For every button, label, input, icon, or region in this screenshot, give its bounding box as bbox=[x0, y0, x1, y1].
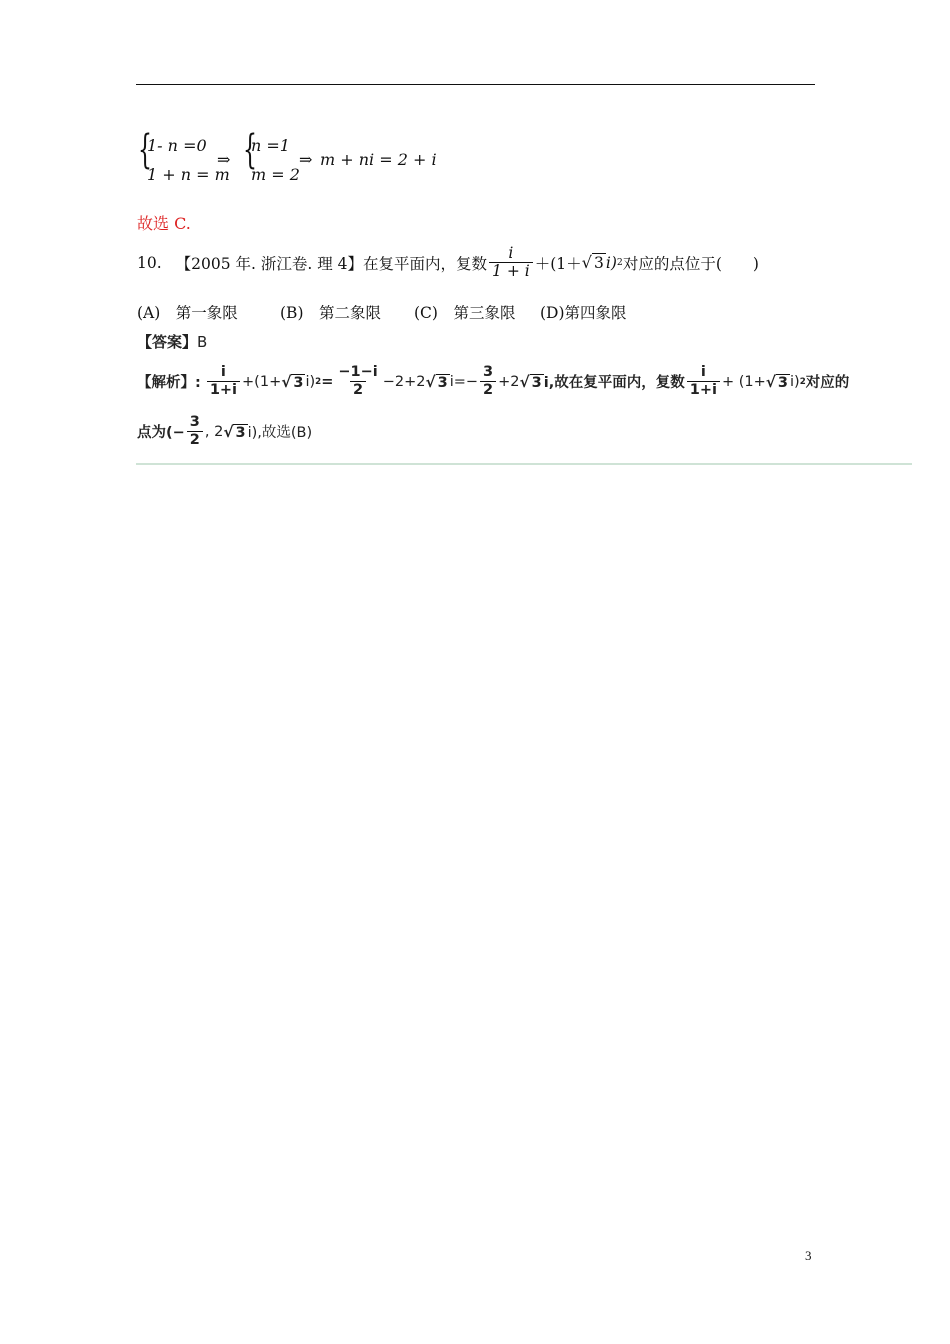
analysis-text: i) bbox=[305, 373, 316, 390]
analysis-text: + (1+ bbox=[721, 373, 766, 390]
answer-line bbox=[137, 331, 207, 352]
analysis-sqrt-3: √ 3 bbox=[519, 372, 542, 391]
system-2-line-1: n =1 bbox=[251, 136, 290, 155]
denominator: 2 bbox=[350, 381, 366, 399]
analysis-sqrt-2: √ 3 bbox=[425, 372, 448, 391]
analysis-fraction-5 bbox=[187, 414, 203, 449]
sqrt-argument: 3 bbox=[777, 374, 789, 391]
analysis-divider bbox=[136, 463, 912, 465]
denominator: 2 bbox=[187, 431, 203, 449]
equals-sign: = bbox=[321, 373, 334, 390]
denominator: 1+i bbox=[687, 381, 720, 399]
sqrt-argument: 3 bbox=[437, 374, 448, 391]
left-brace-2: { bbox=[243, 127, 257, 173]
system-1-line-1: 1- n =0 bbox=[147, 136, 207, 155]
option-c: (C) 第三象限 bbox=[414, 304, 516, 322]
page-number: 3 bbox=[805, 1248, 812, 1263]
analysis-text: i,故在复平面内，复数 bbox=[543, 375, 685, 391]
system-result: m + ni = 2 + i bbox=[320, 150, 437, 169]
numerator: −1−i bbox=[338, 364, 378, 380]
analysis-line-2 bbox=[137, 414, 312, 449]
analysis-text: i=− bbox=[449, 373, 479, 390]
numerator: i bbox=[700, 364, 706, 380]
analysis-text: 点为(− bbox=[137, 425, 185, 441]
analysis-label: 【解析】: bbox=[137, 375, 201, 391]
sqrt-argument: 3 bbox=[293, 374, 304, 391]
analysis-fraction-2 bbox=[335, 364, 380, 399]
analysis-text: +(1+ bbox=[242, 373, 282, 390]
option-a: (A) 第一象限 bbox=[137, 304, 238, 322]
question-source: 【2005 年. 浙江卷. 理 4】 bbox=[175, 254, 364, 273]
answer-value: B bbox=[197, 333, 208, 351]
question-fraction bbox=[489, 245, 533, 280]
analysis-sqrt-4: √ 3 bbox=[765, 372, 789, 391]
analysis-text: , 2 bbox=[204, 423, 224, 440]
analysis-text: −2+2 bbox=[382, 373, 426, 390]
analysis-text: +2 bbox=[498, 373, 520, 390]
sqrt-argument: 3 bbox=[594, 254, 604, 272]
conclusion-text: 故选 C. bbox=[137, 214, 191, 233]
analysis-text: i) bbox=[790, 373, 800, 390]
analysis-text: i),故选(B) bbox=[247, 425, 313, 441]
option-b: (B) 第二象限 bbox=[280, 304, 381, 322]
question-text-after: 对应的点位于( ) bbox=[622, 254, 759, 273]
implies-arrow-2: ⇒ bbox=[299, 150, 313, 169]
analysis-fraction-4 bbox=[687, 364, 720, 399]
fraction-numerator: i bbox=[508, 244, 514, 262]
header-rule bbox=[136, 84, 815, 85]
analysis-text: 对应的 bbox=[805, 375, 850, 391]
question-plus: ＋(1＋ bbox=[534, 254, 582, 273]
sqrt-argument: 3 bbox=[531, 374, 542, 391]
left-brace-1: { bbox=[138, 127, 152, 173]
analysis-sqrt-5: √ 3 bbox=[223, 422, 246, 441]
question-after-sqrt: i) bbox=[605, 253, 617, 272]
analysis-fraction-3 bbox=[480, 364, 496, 399]
numerator: 3 bbox=[483, 364, 494, 380]
denominator: 2 bbox=[480, 381, 496, 399]
analysis-sqrt-1: √ 3 bbox=[281, 372, 304, 391]
numerator: 3 bbox=[189, 414, 200, 430]
question-sqrt bbox=[582, 253, 606, 272]
analysis-line-1: 【解析】: $\frac{i}{1+i}$ +(1+ √ 3 i) 2 = $\frac{-1-i}{2}$ −2+2 √ 3 i=− $\frac{3}{2}$ +2 √ 3 i,故在复平面内，复数 $\frac{i}{1+i}$ + (1+ √ 3 i) 2 对应的 bbox=[137, 364, 850, 398]
system-2-line-2: m = 2 bbox=[251, 165, 300, 184]
question-text-before: 在复平面内，复数 bbox=[363, 254, 488, 273]
answer-label: 【答案】 bbox=[137, 333, 198, 351]
system-1-line-2: 1 + n = m bbox=[147, 165, 230, 184]
implies-arrow-1: ⇒ bbox=[217, 150, 231, 169]
question-10: 10. 【2005 年. 浙江卷. 理 4】 在复平面内，复数 $\frac{i}{1 + i}$ ＋(1＋ √ 3 i) 2 对应的点位于( ) bbox=[137, 244, 759, 280]
radical-sign: √ bbox=[581, 253, 593, 272]
sqrt-argument: 3 bbox=[235, 424, 246, 441]
option-d: (D)第四象限 bbox=[540, 304, 627, 322]
analysis-fraction-1 bbox=[207, 364, 240, 399]
numerator: i bbox=[220, 364, 226, 380]
question-number: 10. bbox=[137, 253, 162, 272]
denominator: 1+i bbox=[207, 381, 240, 399]
fraction-denominator: 1 + i bbox=[489, 262, 533, 280]
